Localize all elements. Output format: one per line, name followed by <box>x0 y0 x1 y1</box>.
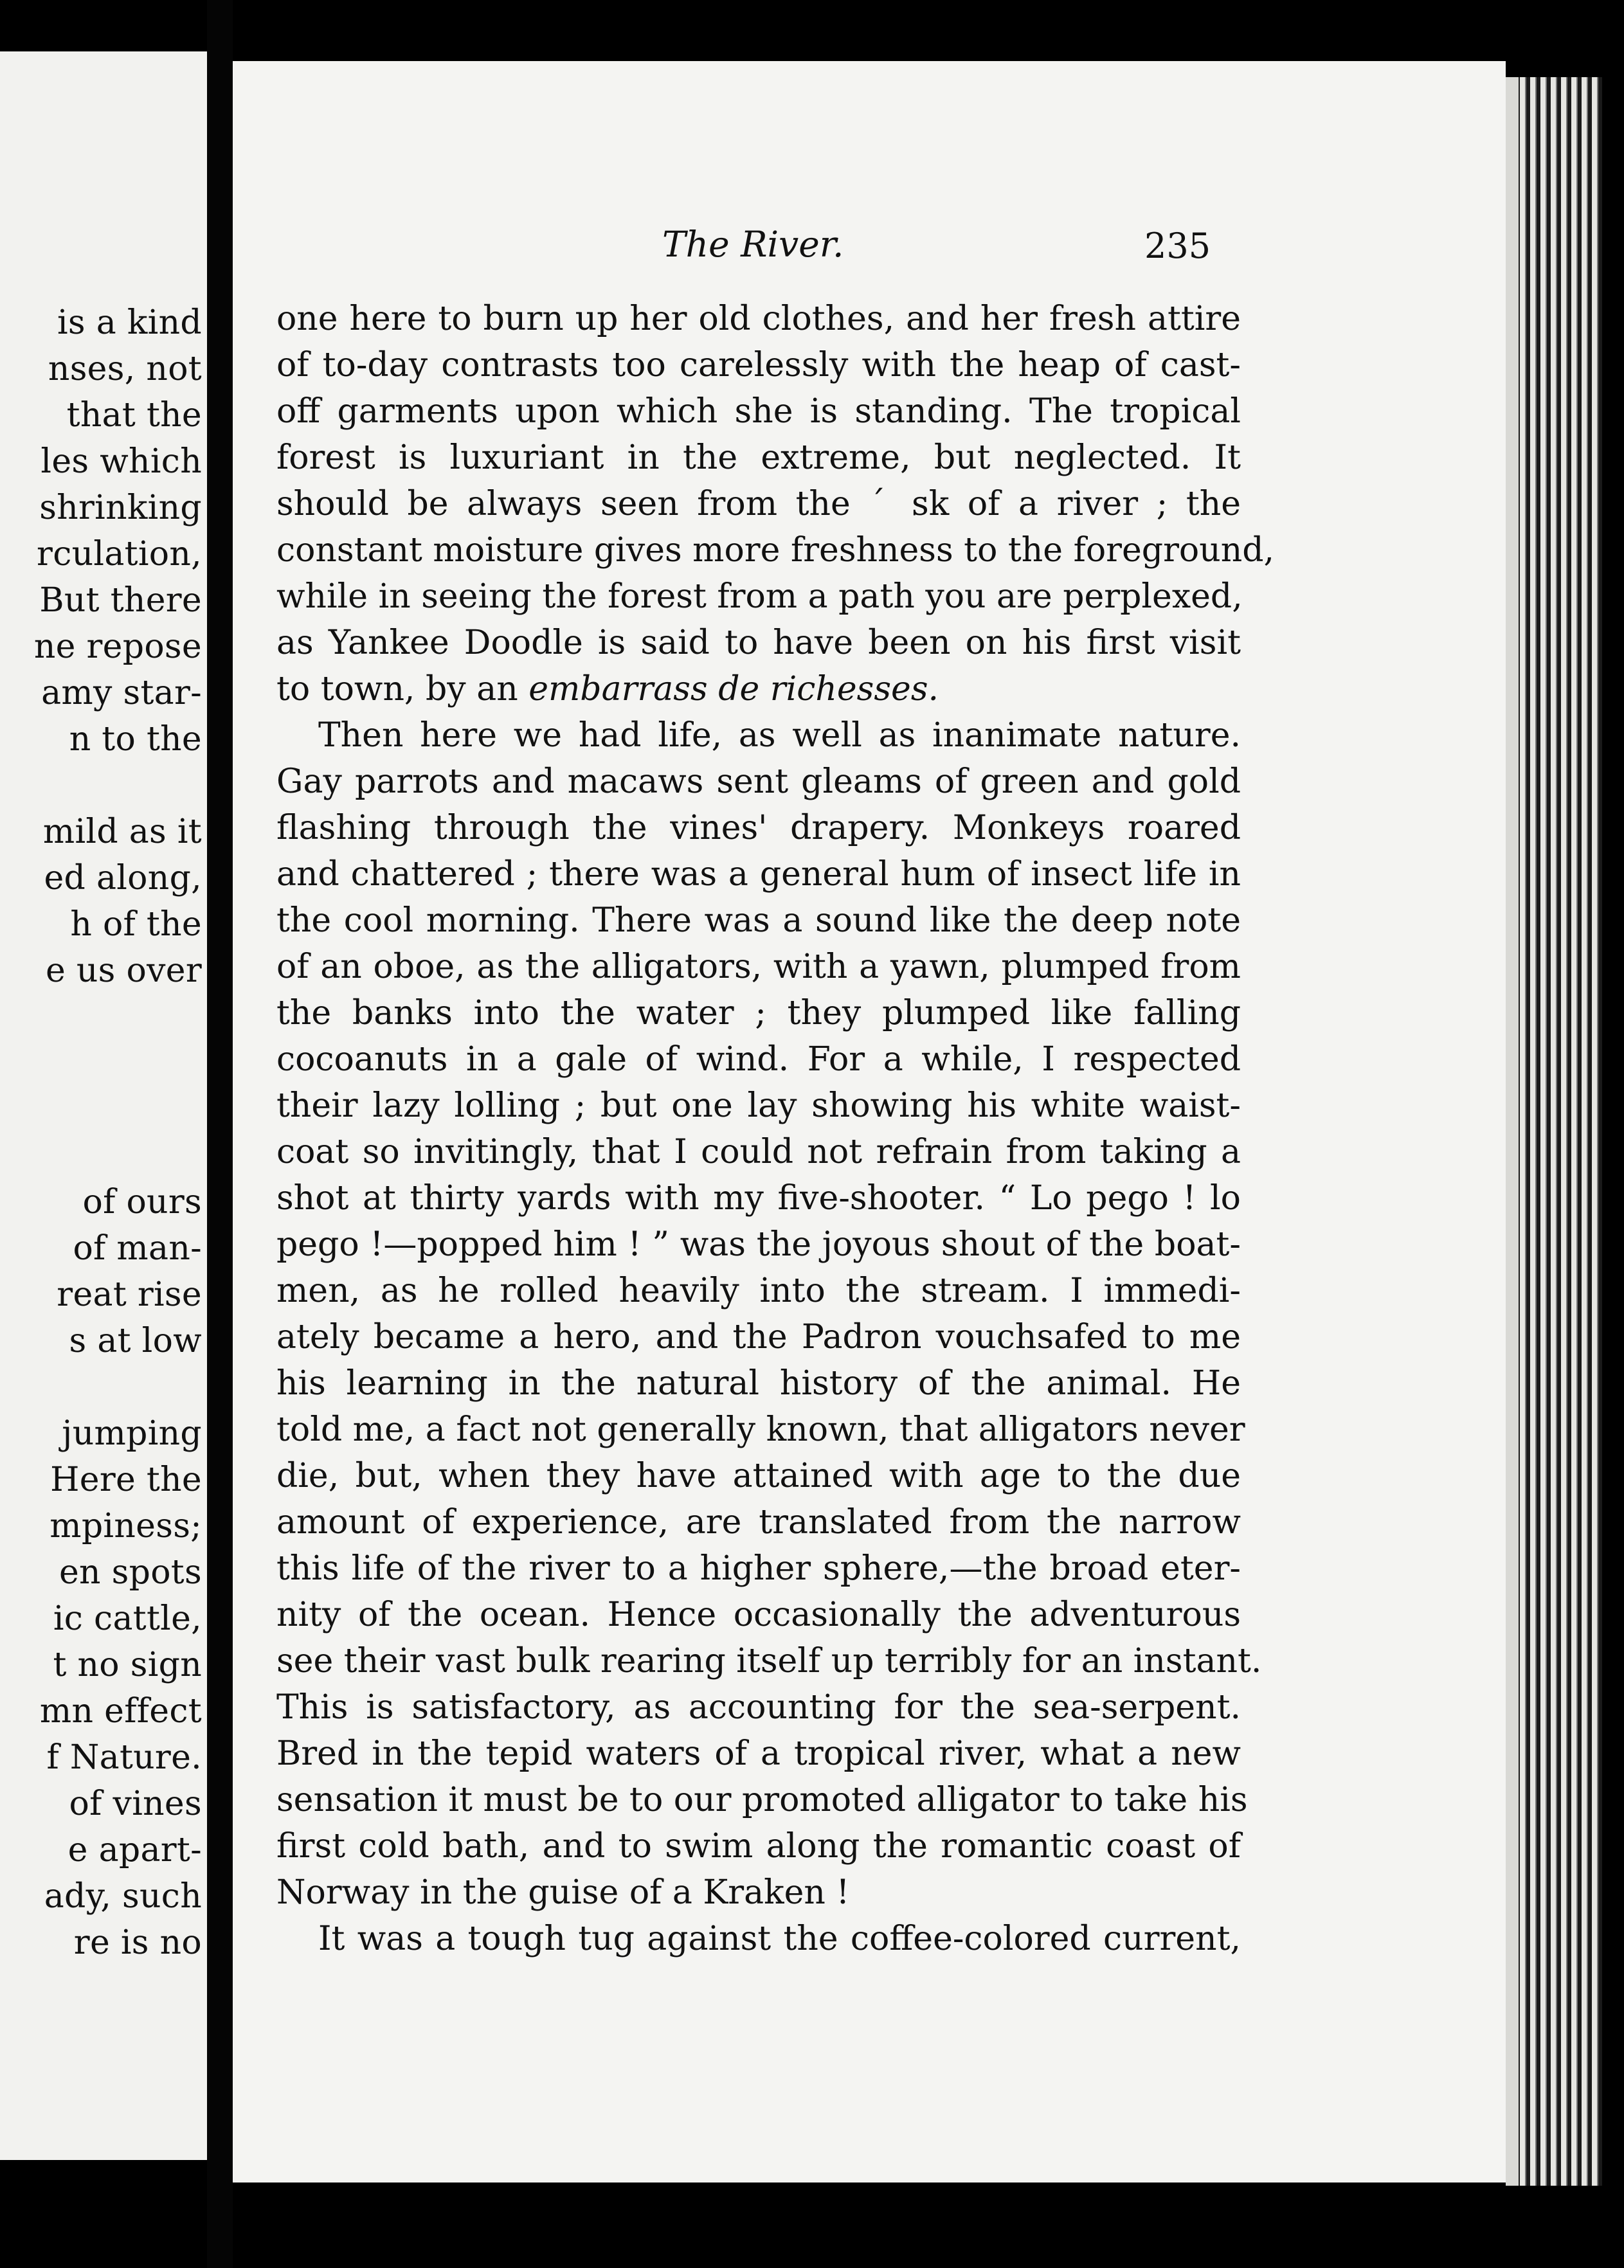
page-number: 235 <box>1144 226 1211 266</box>
body-line: should be always seen from the ˊ ꜱk of a river ; the <box>276 485 1241 523</box>
body-line: their lazy lolling ; but one lay showing his white waist- <box>276 1086 1241 1125</box>
left-line: ed along, <box>44 859 202 897</box>
left-line: But there <box>39 581 202 620</box>
body-line: This is satisfactory, as accounting for the sea-serpent. <box>276 1688 1241 1727</box>
body-line <box>276 669 1241 709</box>
body-line: Norway in the guise of a Kraken ! <box>276 1873 850 1912</box>
body-line: Gay parrots and macaws sent gleams of green and gold <box>276 762 1241 801</box>
italic-phrase: embarrass de richesses. <box>528 670 939 708</box>
paragraph-start-line: It was a tough tug against the coffee-colored current, <box>318 1920 1241 1958</box>
body-line: his learning in the natural history of the animal. He <box>276 1364 1241 1403</box>
body-line: as Yankee Doodle is said to have been on his first visit <box>276 624 1241 662</box>
body-line: and chattered ; there was a general hum of insect life in <box>276 855 1241 894</box>
body-line: pego !—popped him ! ” was the joyous shout of the boat- <box>276 1225 1241 1264</box>
left-line: that the <box>66 396 202 435</box>
body-line: of to-day contrasts too carelessly with the heap of cast- <box>276 346 1241 384</box>
body-line: told me, a fact not generally known, that alligators never <box>276 1410 1245 1449</box>
body-line: the cool morning. There was a sound like the deep note <box>276 901 1241 940</box>
paragraph-start-line: Then here we had life, as well as inanimate nature. <box>318 716 1241 755</box>
left-line: reat rise <box>57 1275 202 1314</box>
left-line: nses, not <box>48 350 202 388</box>
left-line: h of the <box>70 905 202 944</box>
left-page-fragment <box>0 51 207 2160</box>
body-line: of an oboe, as the alligators, with a yawn, plumped from <box>276 948 1241 986</box>
body-line: one here to burn up her old clothes, and her fresh attire <box>276 300 1241 338</box>
body-line: die, but, when they have attained with age to the due <box>276 1457 1241 1495</box>
body-line: cocoanuts in a gale of wind. For a while, I respected <box>276 1040 1241 1079</box>
body-line: ately became a hero, and the Padron vouchsafed to me <box>276 1318 1241 1356</box>
left-line: mild as it <box>42 813 202 851</box>
left-line: of man- <box>73 1229 202 1268</box>
left-line: of ours <box>82 1183 202 1221</box>
left-line: rculation, <box>37 535 202 573</box>
body-line-text: to town, by an <box>276 670 529 708</box>
body-line: nity of the ocean. Hence occasionally the adventurous <box>276 1596 1241 1634</box>
body-line: first cold bath, and to swim along the romantic coast of <box>276 1827 1241 1866</box>
page-edge-stack <box>1506 77 1602 2186</box>
left-line: Here the <box>50 1461 202 1499</box>
left-line: mn effect <box>39 1692 202 1731</box>
body-line: amount of experience, are translated from the narrow <box>276 1503 1241 1542</box>
body-line: while in seeing the forest from a path you are perplexed, <box>276 577 1243 616</box>
left-line: is a kind <box>57 303 202 342</box>
left-line: ady, such <box>44 1877 202 1916</box>
left-line: amy star- <box>41 674 202 712</box>
body-line: sensation it must be to our promoted alligator to take his <box>276 1781 1248 1819</box>
body-line: Bred in the tepid waters of a tropical river, what a new <box>276 1734 1241 1773</box>
left-line: en spots <box>59 1553 202 1592</box>
left-line: shrinking <box>39 489 202 527</box>
body-line: flashing through the vines' drapery. Monkeys roared <box>276 809 1241 847</box>
running-head: The River. <box>662 224 844 265</box>
left-line: s at low <box>69 1322 202 1360</box>
left-line: e us over <box>45 951 202 990</box>
page-edge-shade <box>1506 77 1519 2186</box>
left-line: mpiness; <box>50 1507 202 1545</box>
left-line: f Nature. <box>46 1738 202 1777</box>
body-line: forest is luxuriant in the extreme, but neglected. It <box>276 438 1241 477</box>
body-line: off garments upon which she is standing. The tropical <box>276 392 1241 431</box>
book-gutter <box>207 0 233 2268</box>
left-line: of vines <box>69 1785 202 1823</box>
body-line: men, as he rolled heavily into the stream. I immedi- <box>276 1272 1241 1310</box>
left-line: jumping <box>62 1414 202 1453</box>
body-line: see their vast bulk rearing itself up terribly for an instant. <box>276 1642 1262 1680</box>
body-line: the banks into the water ; they plumped like falling <box>276 994 1241 1032</box>
left-line: n to the <box>69 720 202 759</box>
left-line: re is no <box>73 1923 202 1962</box>
body-line: shot at thirty yards with my five-shooter. “ Lo pego ! lo <box>276 1179 1241 1218</box>
left-line: e apart- <box>68 1831 202 1869</box>
left-line: ne repose <box>33 627 202 666</box>
body-line: coat so invitingly, that I could not refrain from taking a <box>276 1133 1241 1171</box>
body-line: constant moisture gives more freshness to the foreground, <box>276 531 1275 570</box>
body-line: this life of the river to a higher sphere,—the broad eter- <box>276 1549 1241 1588</box>
left-line: t no sign <box>53 1646 202 1684</box>
left-line: les which <box>41 442 202 481</box>
left-line: ic cattle, <box>53 1599 202 1638</box>
